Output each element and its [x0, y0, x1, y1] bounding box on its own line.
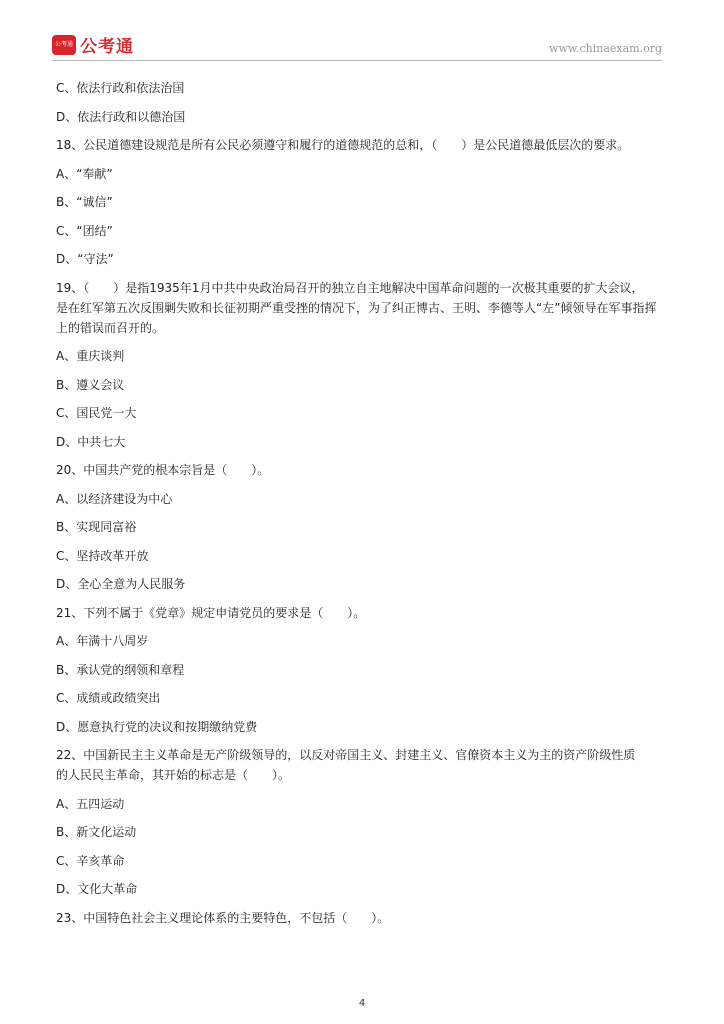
logo-badge-icon: 公考通: [52, 35, 76, 55]
document-body: [56, 78, 666, 928]
text-line: A、“奉献”: [56, 166, 113, 181]
text-line: A、重庆谈判: [56, 349, 125, 363]
text-line: D、全心全意为人民服务: [56, 577, 186, 591]
site-url: www.chinaexam.org: [549, 42, 662, 55]
text-line: 19、（ ）是指1935年1月中共中央政治局召开的独立自主地解决中国革命问题的一次极其重要的扩大会议，: [56, 280, 644, 295]
text-line: A、以经济建设为中心: [56, 491, 173, 506]
text-line: D、文化大革命: [56, 882, 138, 896]
text-line: 18、公民道德建设规范是所有公民必须遵守和履行的道德规范的总和，（ ）是公民道德最低层次的要求。: [56, 138, 630, 152]
text-line: B、承认党的纲领和章程: [56, 662, 185, 677]
text-line: C、辛亥革命: [56, 853, 125, 868]
text-line: D、愿意执行党的决议和按期缴纳党费: [56, 719, 258, 734]
text-line: A、年满十八周岁: [56, 634, 149, 648]
text-line: 的人民民主革命，其开始的标志是（ ）。: [56, 768, 291, 782]
text-line: 21、下列不属于《党章》规定申请党员的要求是（ ）。: [56, 605, 366, 620]
text-line: 是在红军第五次反围剿失败和长征初期严重受挫的情况下，为了纠正博古、王明、李德等人“左”倾领导在军事指挥: [56, 300, 657, 315]
text-line: C、国民党一大: [56, 406, 137, 420]
text-line: D、“守法”: [56, 252, 114, 266]
text-line: B、实现同富裕: [56, 520, 137, 534]
text-line: C、坚持改革开放: [56, 548, 149, 563]
text-line: B、遵义会议: [56, 377, 125, 392]
text-line: A、五四运动: [56, 796, 125, 811]
brand-logo: [52, 32, 134, 57]
text-line: 23、中国特色社会主义理论体系的主要特色，不包括（ ）。: [56, 910, 390, 925]
logo-text: 公考通: [80, 37, 134, 57]
text-line: C、“团结”: [56, 223, 113, 238]
text-line: 22、中国新民主主义革命是无产阶级领导的，以反对帝国主义、封建主义、官僚资本主义为主的资产阶级性质: [56, 748, 636, 762]
header-divider: [52, 60, 662, 61]
text-line: D、中共七大: [56, 434, 126, 449]
page-header: [52, 32, 662, 58]
text-line: B、新文化运动: [56, 825, 137, 839]
text-line: 上的错误而召开的。: [56, 320, 165, 335]
text-line: C、依法行政和依法治国: [56, 81, 185, 95]
text-line: B、“诚信”: [56, 195, 113, 209]
text-line: C、成绩或政绩突出: [56, 691, 161, 705]
page-number: 4: [358, 998, 366, 1009]
text-line: 20、中国共产党的根本宗旨是（ ）。: [56, 463, 270, 477]
text-line: D、依法行政和以德治国: [56, 109, 186, 124]
